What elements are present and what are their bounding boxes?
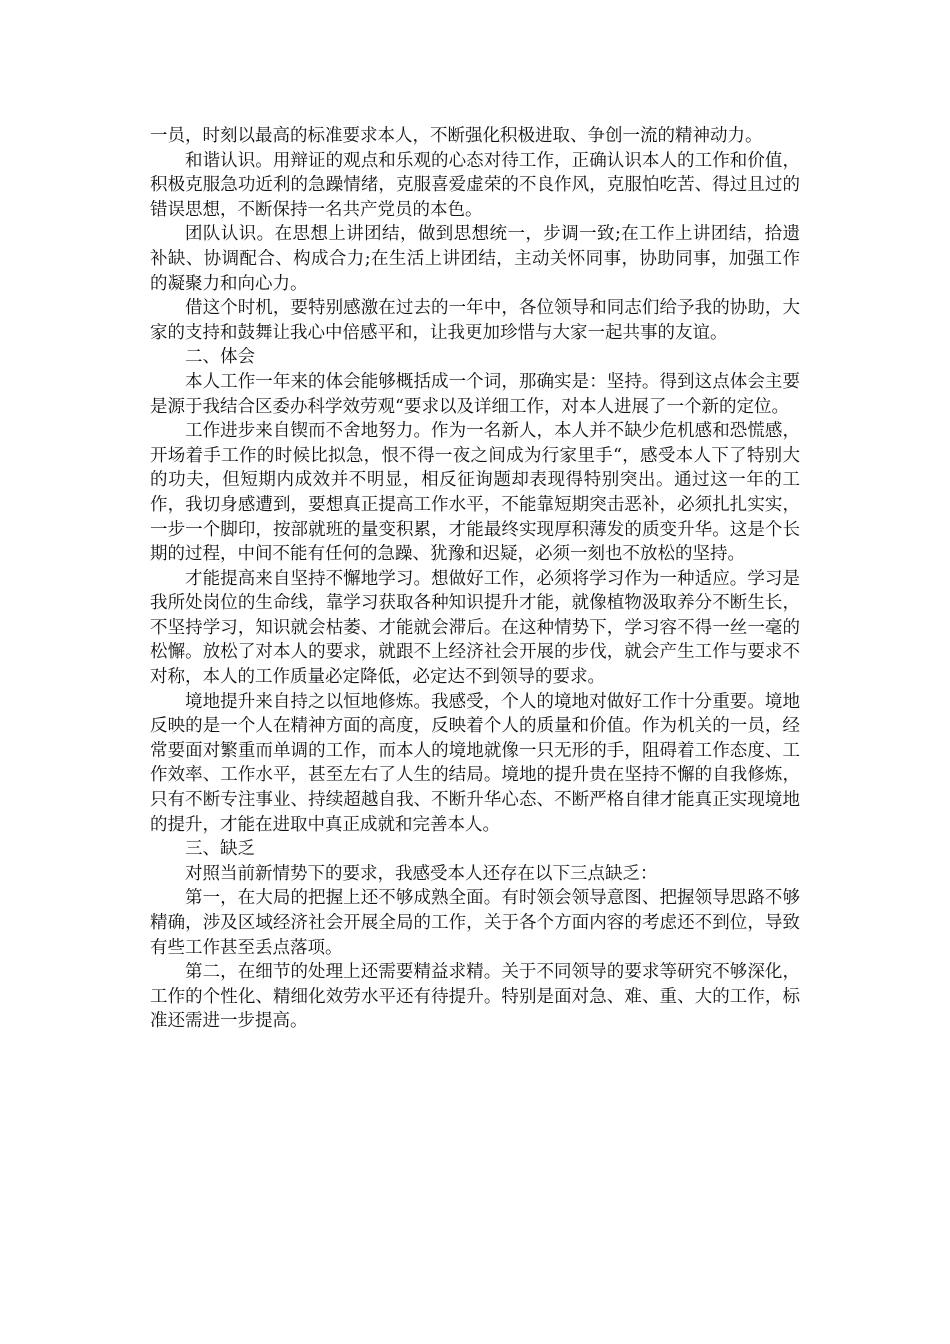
document-page [150,124,800,1034]
paragraph-learning: 才能提高来自坚持不懈地学习。想做好工作，必须将学习作为一种适应。学习是我所处岗位的生命线，靠学习获取各种知识提升才能，就像植物汲取养分不断生长，不坚持学习，知识就会枯萎、才能就会滞后。在这种情势下，学习容不得一丝一毫的松懈。放松了对本人的要求，就跟不上经济社会开展的步伐，就会产生工作与要求不对称，本人的工作质量必定降低，必定达不到领导的要求。 [150,568,800,688]
paragraph-shortcomings-intro: 对照当前新情势下的要求，我感受本人还存在以下三点缺乏： [185,863,658,884]
paragraph-shortcoming-first: 第一，在大局的把握上还不够成熟全面。有时领会领导意图、把握领导思路不够精确，涉及区域经济社会开展全局的工作，关于各个方面内容的考虑还不到位，导致有些工作甚至丢点落项。 [150,888,800,958]
section-heading-shortcomings: 三、缺乏 [185,839,255,860]
paragraph-shortcoming-second: 第二，在细节的处理上还需要精益求精。关于不同领导的要求等研究不够深化，工作的个性化、精细化效劳水平还有待提升。特别是面对急、难、重、大的工作，标准还需进一步提高。 [150,962,800,1032]
paragraph-gratitude: 借这个时机，要特别感激在过去的一年中，各位领导和同志们给予我的协助，大家的支持和鼓舞让我心中倍感平和，让我更加珍惜与大家一起共事的友谊。 [150,298,800,343]
section-heading-experience: 二、体会 [185,347,255,368]
paragraph-work-progress: 工作进步来自锲而不舍地努力。作为一名新人，本人并不缺少危机感和恐慌感，开场着手工作的时候比拟急，恨不得一夜之间成为行家里手“，感受本人下了特别大的功夫，但短期内成效并不明显，相反征询题却表现得特别突出。通过这一年的工作，我切身感遭到，要想真正提高工作水平，不能靠短期突击恶补，必须扎扎实实，一步一个脚印，按部就班的量变积累，才能最终实现厚积薄发的质变升华。这是个长期的过程，中间不能有任何的急躁、犹豫和迟疑，必须一刻也不放松的坚持。 [150,421,800,565]
paragraph-team-awareness: 团队认识。在思想上讲团结，做到思想统一，步调一致;在工作上讲团结，拾遗补缺、协调配合、构成合力;在生活上讲团结，主动关怀同事，协助同事，加强工作的凝聚力和向心力。 [150,224,800,294]
paragraph-continuation: 一员，时刻以最高的标准要求本人，不断强化积极进取、争创一流的精神动力。 [150,126,763,146]
paragraph-persistence: 本人工作一年来的体会能够概括成一个词，那确实是：坚持。得到这点体会主要是源于我结合区委办科学效劳观“要求以及详细工作，对本人进展了一个新的定位。 [150,371,800,417]
paragraph-cultivation: 境地提升来自持之以恒地修炼。我感受，个人的境地对做好工作十分重要。境地反映的是一个人在精神方面的高度，反映着个人的质量和价值。作为机关的一员，经常要面对繁重而单调的工作，而本人的境地就像一只无形的手，阻碍着工作态度、工作效率、工作水平，甚至左右了人生的结局。境地的提升贵在坚持不懈的自我修炼，只有不断专注事业、持续超越自我、不断升华心态、不断严格自律才能真正实现境地的提升，才能在进取中真正成就和完善本人。 [150,691,800,835]
paragraph-harmony-awareness: 和谐认识。用辩证的观点和乐观的心态对待工作，正确认识本人的工作和价值，积极克服急功近利的急躁情绪，克服喜爱虚荣的不良作风，克服怕吃苦、得过且过的错误思想，不断保持一名共产党员的本色。 [150,150,800,220]
